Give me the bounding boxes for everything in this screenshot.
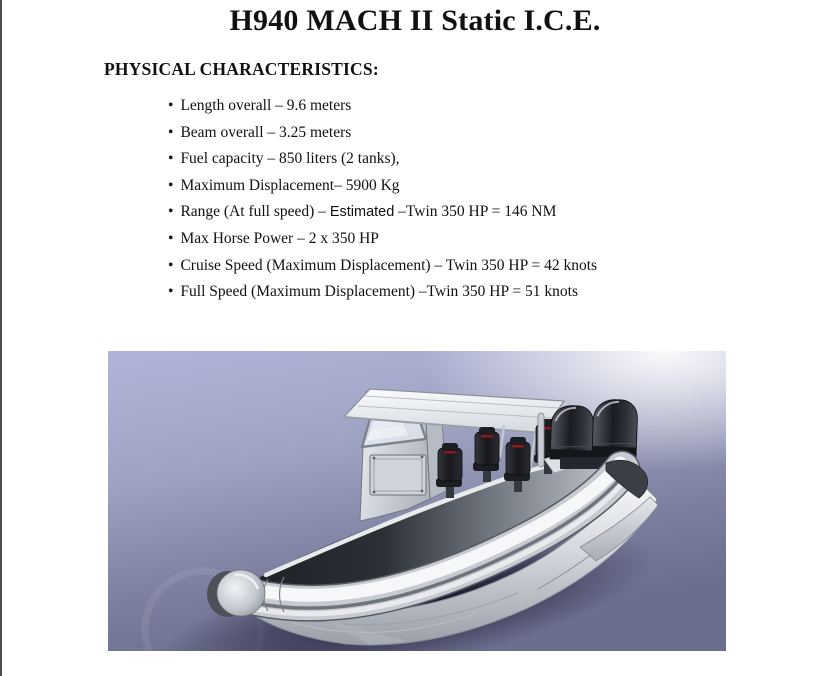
seat-headrest	[510, 437, 526, 446]
hatch-screw-icon	[373, 491, 376, 494]
bullet-marker: •	[168, 97, 174, 114]
section-heading: PHYSICAL CHARACTERISTICS:	[104, 59, 379, 79]
spec-item-fuel	[168, 146, 597, 173]
boat-render-svg	[108, 351, 726, 651]
spec-item-full-speed	[168, 279, 597, 306]
spec-text-sans: Estimated	[329, 204, 395, 221]
hatch-screw-icon	[421, 490, 424, 493]
outboard-engine	[592, 399, 638, 459]
spec-item-beam	[168, 120, 597, 147]
spec-text: Fuel capacity – 850 liters (2 tanks),	[180, 150, 400, 168]
spec-text: Cruise Speed (Maximum Displacement) – Twin 350 HP = 42 knots	[180, 256, 598, 274]
spec-text: Length overall – 9.6 meters	[180, 97, 352, 114]
spec-text: Max Horse Power – 2 x 350 HP	[180, 229, 379, 247]
spec-text: Maximum Displacement– 5900 Kg	[180, 176, 400, 194]
seat-accent-stripe	[512, 445, 524, 448]
seat-headrest	[479, 427, 495, 436]
bullet-marker: •	[168, 150, 174, 168]
spec-item-displacement	[168, 173, 597, 200]
seat-accent-stripe	[444, 451, 456, 454]
nose-cone-body	[217, 570, 265, 616]
outboard-engine	[550, 405, 594, 460]
bullet-marker: •	[168, 176, 174, 194]
seat-accent-stripe	[481, 435, 493, 438]
tube-nose-cone	[207, 570, 265, 617]
console-hatch-panel	[370, 455, 426, 495]
boat-illustration	[108, 351, 726, 651]
page-title: H940 MACH II Static I.C.E.	[229, 4, 601, 37]
hatch-screw-icon	[421, 456, 424, 459]
spec-text: Full Speed (Maximum Displacement) –Twin 350 HP = 51 knots	[180, 283, 579, 301]
spec-text-tail: –Twin 350 HP = 146 NM	[394, 203, 557, 221]
spec-text: Range (At full speed) –	[180, 203, 330, 221]
seat-headrest	[442, 443, 458, 452]
boat-mast	[538, 413, 544, 467]
spec-text: Beam overall – 3.25 meters	[180, 123, 352, 141]
bullet-marker: •	[168, 203, 174, 221]
bullet-marker: •	[168, 256, 174, 274]
spec-item-range	[168, 199, 597, 226]
hatch-screw-icon	[373, 457, 376, 460]
spec-item-cruise-speed	[168, 253, 597, 280]
bullet-marker: •	[168, 283, 174, 301]
spec-item-horsepower	[168, 226, 597, 253]
page-edge-line	[0, 0, 2, 676]
bullet-marker: •	[168, 229, 174, 247]
spec-item-length	[168, 93, 597, 120]
spec-list	[168, 93, 597, 306]
bullet-marker: •	[168, 123, 174, 141]
